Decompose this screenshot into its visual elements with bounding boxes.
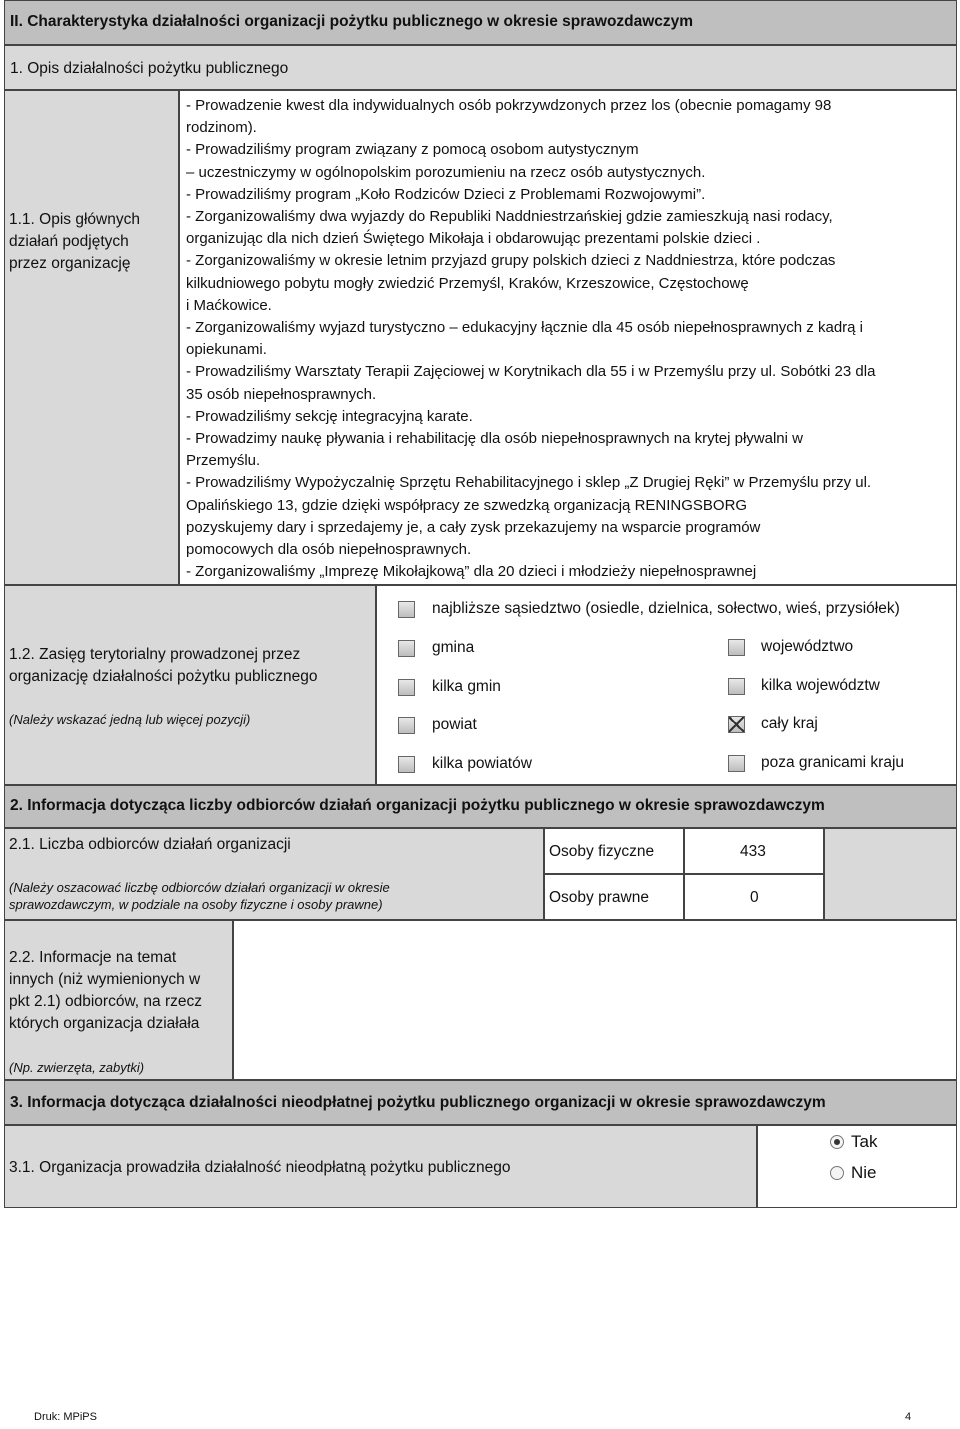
section-2-header: [4, 785, 957, 828]
q12-label-cell: [4, 585, 376, 785]
section-ii-header: [4, 0, 957, 45]
q21-fizyczne-label-cell: [544, 828, 684, 874]
q11-description-line: pozyskujemy dary i sprzedajemy je, a cały zysk przekazujemy na wsparcie programów: [186, 518, 761, 536]
q22-hint: (Np. zwierzęta, zabytki): [9, 1060, 145, 1075]
q11-label-cell: [4, 90, 179, 585]
section-3-title: 3. Informacja dotycząca działalności nieodpłatnej pożytku publicznego organizacji w okresie sprawozdawczym: [10, 1094, 826, 1111]
q11-description-line: Opalińskiego 13, gdzie dzięki współpracy ze szwedzką organizacją RENINGSBORG: [186, 496, 748, 514]
label-poza-granicami: poza granicami kraju: [761, 754, 905, 771]
q11-description-line: - Zorganizowaliśmy dwa wyjazdy do Republiki Naddniestrzańskiej gdzie zamieszkują nasi rodacy,: [186, 208, 833, 226]
checkbox-poza-granicami[interactable]: [728, 755, 745, 772]
q11-description-line: - Prowadzimy naukę pływania i rehabilitację dla osób niepełnosprawnych na krytej pływalni w: [186, 430, 803, 448]
label-wojewodztwo: województwo: [761, 638, 854, 655]
q21-fizyczne-label: Osoby fizyczne: [549, 843, 655, 860]
label-powiat: powiat: [432, 716, 477, 733]
subsection-1-title: 1. Opis działalności pożytku publicznego: [10, 60, 289, 77]
q31-label: 3.1. Organizacja prowadziła działalność nieodpłatną pożytku publicznego: [9, 1159, 511, 1176]
q11-description-field[interactable]: [179, 90, 957, 585]
q22-label: 2.2. Informacje na temat innych (niż wymienionych w pkt 2.1) odbiorców, na rzecz których organizacja działała: [9, 949, 202, 1032]
section-3-header: [4, 1080, 957, 1125]
q12-options-cell: [376, 585, 957, 785]
q11-description-line: pomocowych dla osób niepełnosprawnych.: [186, 541, 472, 559]
q21-label-cell: [4, 828, 544, 920]
q31-options-cell: [757, 1125, 957, 1208]
q11-description-line: - Prowadziliśmy Warsztaty Terapii Zajęciowej w Korytnikach dla 55 i w Przemyślu przy ul. Sobótki 23 dla: [186, 363, 876, 381]
q21-fizyczne-value: 433: [740, 843, 766, 860]
q21-hint: (Należy oszacować liczbę odbiorców działań organizacji w okresie sprawozdawczym, w podziale na osoby fizyczne i osoby prawne): [9, 880, 390, 912]
checkbox-kilka-wojewodztw[interactable]: [728, 678, 745, 695]
q12-label: 1.2. Zasięg terytorialny prowadzonej przez organizację działalności pożytku publicznego: [9, 646, 318, 685]
q11-description-line: - Zorganizowaliśmy w okresie letnim przyjazd grupy polskich dzieci z Naddniestrza, które podczas: [186, 252, 836, 270]
q11-description-line: opiekunami.: [186, 341, 267, 359]
q11-description-line: - Prowadziliśmy program „Koło Rodziców Dzieci z Problemami Rozwojowymi”.: [186, 185, 706, 203]
q11-label: 1.1. Opis głównych działań podjętych przez organizację: [9, 211, 140, 272]
label-sasiedztwo: najbliższe sąsiedztwo (osiedle, dzielnica, sołectwo, wieś, przysiółek): [432, 600, 900, 617]
q21-fizyczne-field[interactable]: [684, 828, 824, 874]
q11-description-line: - Prowadziliśmy program związany z pomocą osobom autystycznym: [186, 141, 639, 159]
q11-description-line: Przemyślu.: [186, 452, 261, 470]
radio-nie[interactable]: [830, 1166, 844, 1180]
q11-description-line: organizując dla nich dzień Świętego Mikołaja i obdarowując prezentami polskie dzieci .: [186, 230, 761, 248]
label-nie: Nie: [851, 1163, 877, 1182]
q11-description-line: i Maćkowice.: [186, 296, 272, 314]
q11-description-line: - Prowadziliśmy sekcję integracyjną karate.: [186, 407, 473, 425]
q11-description-line: - Prowadziliśmy Wypożyczalnię Sprzętu Rehabilitacyjnego i sklep „Z Drugiej Ręki” w Przemyślu przy ul.: [186, 474, 872, 492]
subsection-1-header: [4, 45, 957, 90]
q21-blank-cell: [824, 828, 957, 920]
q11-description-line: 35 osób niepełnosprawnych.: [186, 385, 377, 403]
checkbox-wojewodztwo[interactable]: [728, 639, 745, 656]
label-kilka-wojewodztw: kilka województw: [761, 677, 880, 694]
q11-description-line: – uczestniczymy w ogólnopolskim porozumieniu na rzecz osób autystycznych.: [186, 163, 706, 181]
q11-description-line: - Zorganizowaliśmy wyjazd turystyczno – edukacyjny łącznie dla 45 osób niepełnosprawnych z kadrą i: [186, 319, 863, 337]
q21-prawne-label: Osoby prawne: [549, 889, 649, 906]
q22-label-cell: [4, 920, 233, 1080]
label-kilka-powiatow: kilka powiatów: [432, 755, 532, 772]
q11-description-line: kilkudniowego pobytu mogły zwiedzić Przemyśl, Kraków, Krzeszowice, Częstochowę: [186, 274, 749, 292]
label-gmina: gmina: [432, 639, 475, 656]
q11-description-text: [186, 95, 875, 583]
q21-label: 2.1. Liczba odbiorców działań organizacji: [9, 836, 291, 853]
footer-page-number: 4: [905, 1411, 912, 1423]
q31-label-cell: [4, 1125, 757, 1208]
q12-hint: (Należy wskazać jedną lub więcej pozycji): [9, 712, 251, 727]
label-kilka-gmin: kilka gmin: [432, 678, 501, 695]
q11-description-line: - Zorganizowaliśmy „Imprezę Mikołajkową” dla 20 dzieci i młodzieży niepełnosprawnej: [186, 563, 757, 581]
footer-print: Druk: MPiPS: [34, 1411, 97, 1423]
q11-description-line: rodzinom).: [186, 119, 257, 137]
q22-field[interactable]: [233, 920, 957, 1080]
q21-prawne-label-cell: [544, 874, 684, 920]
checkbox-sasiedztwo[interactable]: [398, 601, 415, 618]
section-2-title: 2. Informacja dotycząca liczby odbiorców działań organizacji pożytku publicznego w okresie sprawozdawczym: [10, 797, 825, 814]
q11-description-line: - Prowadzenie kwest dla indywidualnych osób pokrzywdzonych przez los (obecnie pomagamy 98: [186, 97, 832, 114]
q21-prawne-value: 0: [750, 889, 759, 906]
checkbox-gmina[interactable]: [398, 640, 415, 657]
label-caly-kraj: cały kraj: [761, 715, 818, 732]
section-ii-title: II. Charakterystyka działalności organizacji pożytku publicznego w okresie sprawozdawczym: [10, 13, 694, 30]
checkbox-kilka-gmin[interactable]: [398, 679, 415, 696]
label-tak: Tak: [851, 1132, 878, 1151]
checkbox-kilka-powiatow[interactable]: [398, 756, 415, 773]
q21-prawne-field[interactable]: [684, 874, 824, 920]
radio-tak[interactable]: [830, 1135, 844, 1149]
checkbox-powiat[interactable]: [398, 717, 415, 734]
checkbox-caly-kraj[interactable]: [728, 716, 745, 733]
